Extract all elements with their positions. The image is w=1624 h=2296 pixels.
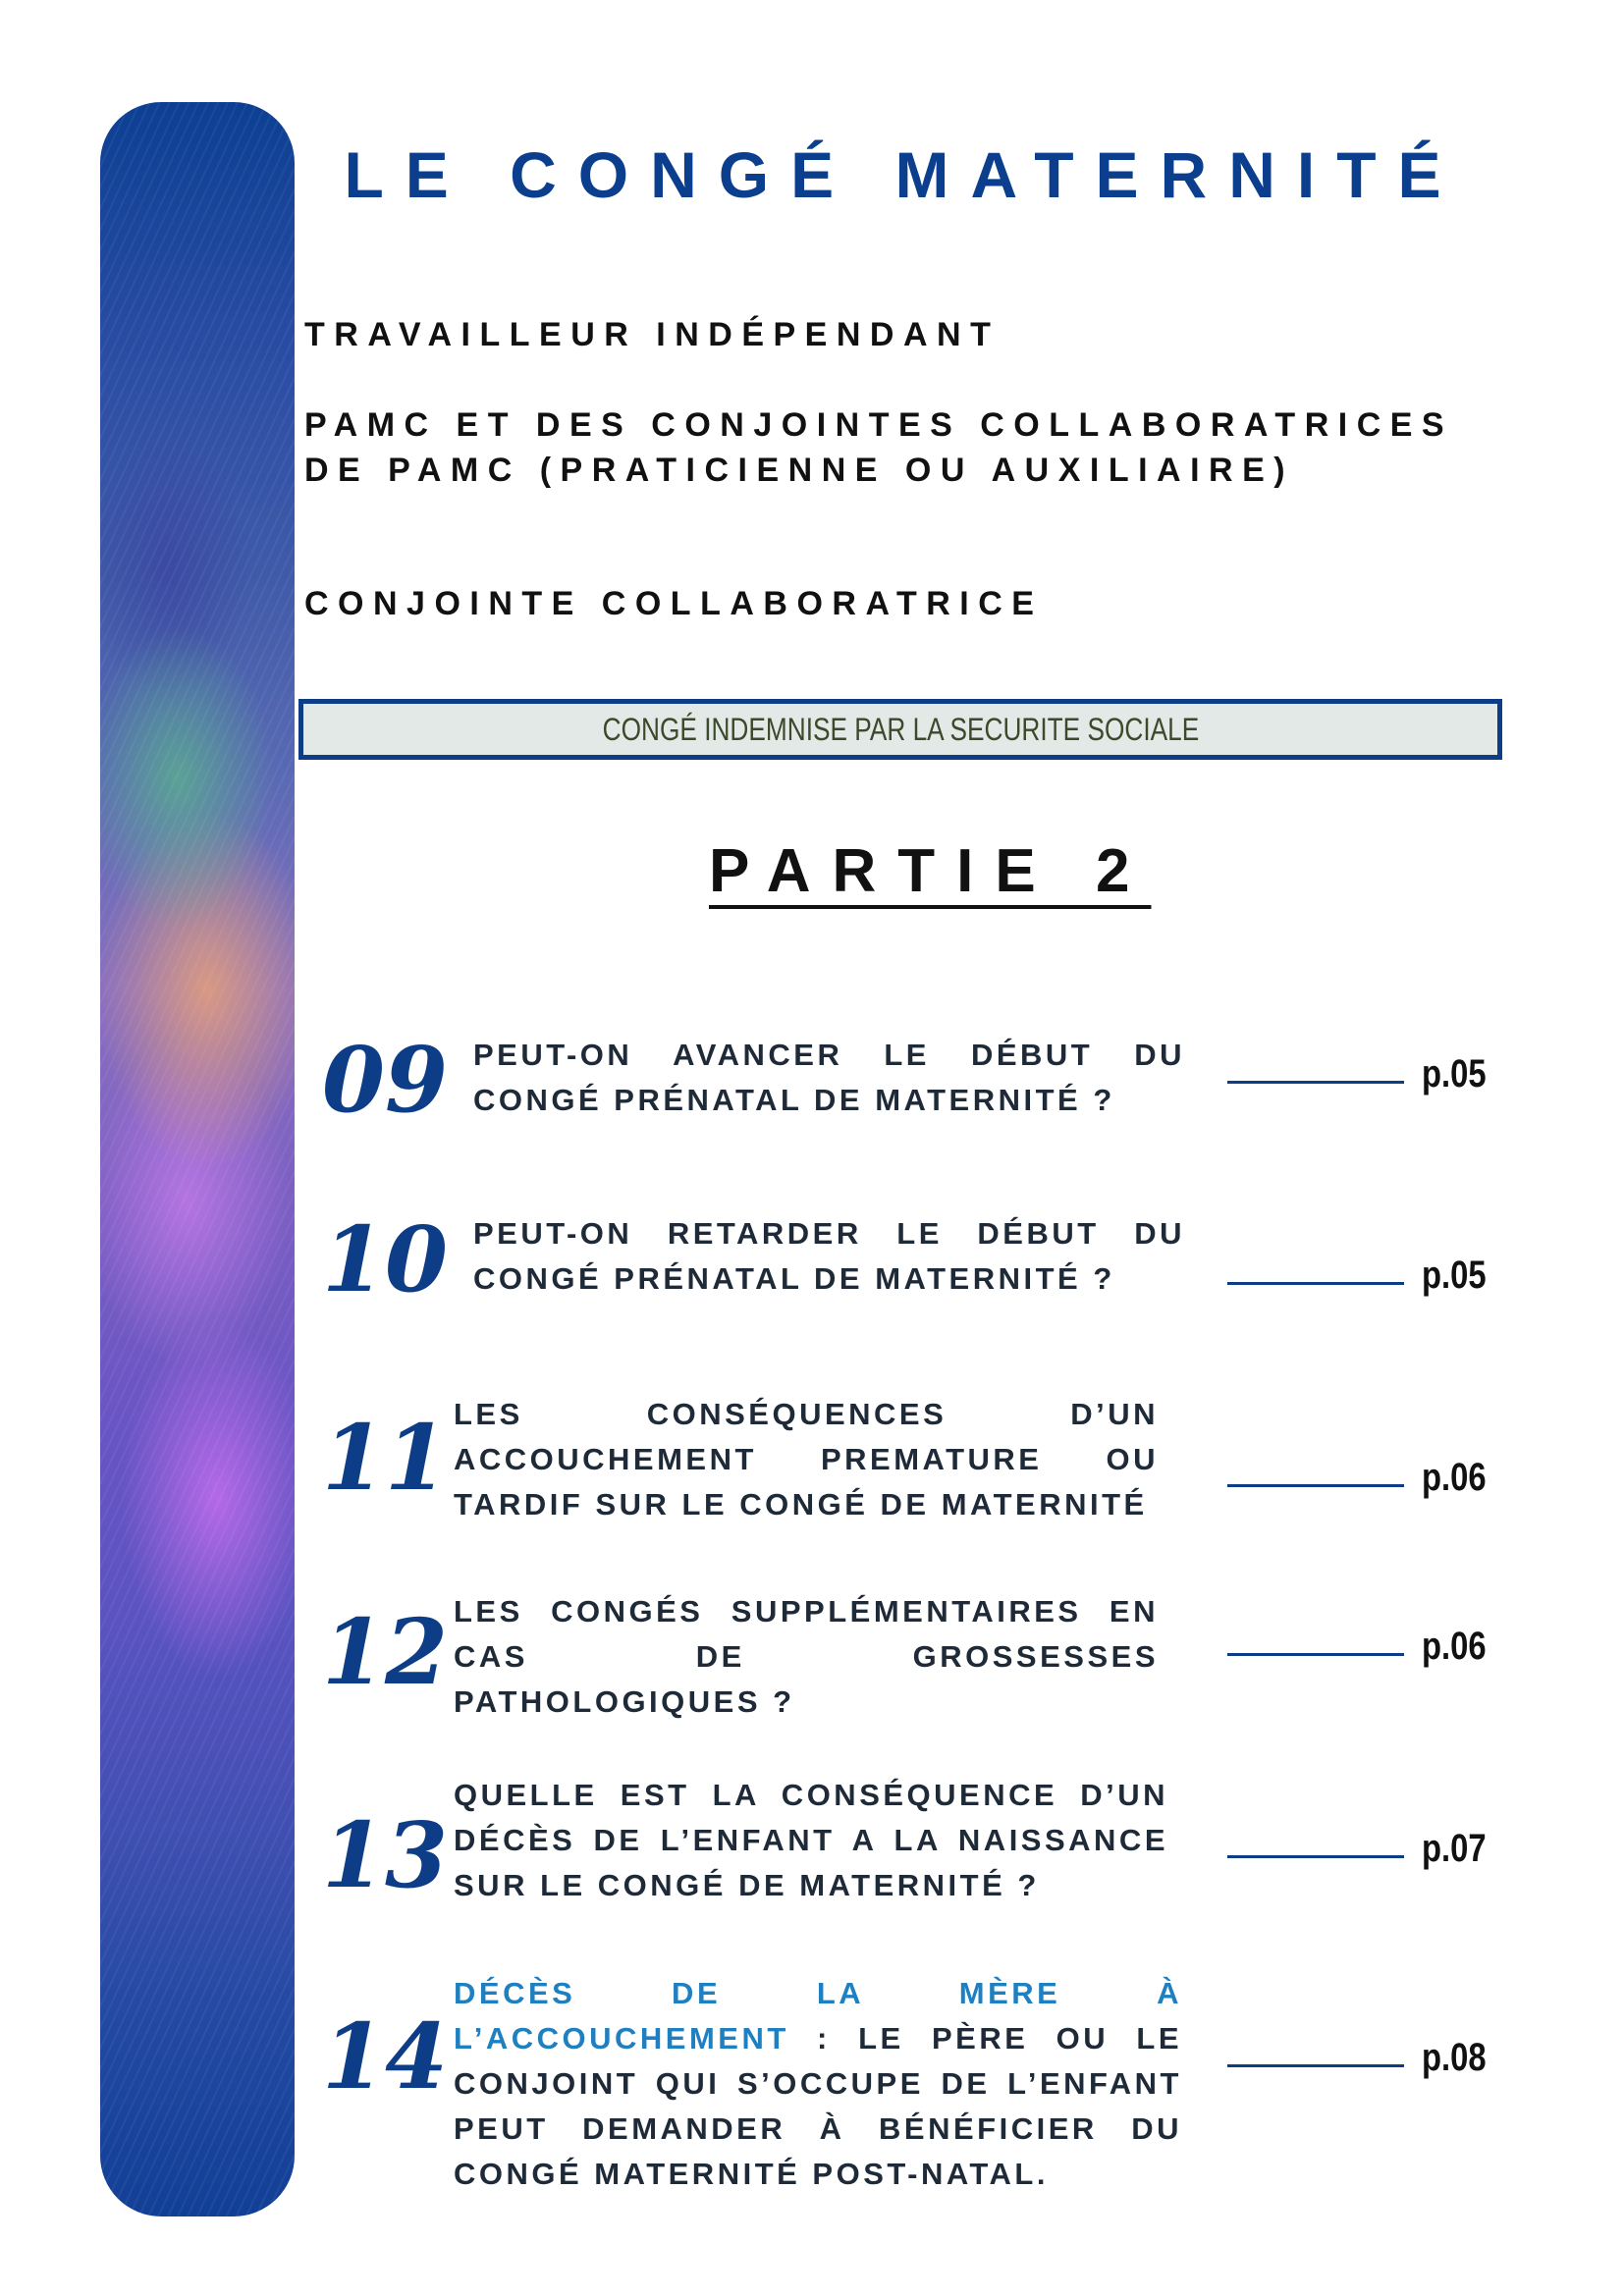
toc-page-number[interactable]: p.06 [1422, 1456, 1487, 1499]
indemnity-banner [298, 699, 1502, 760]
toc-page-number[interactable]: p.08 [1422, 2036, 1487, 2079]
toc-item-text[interactable]: QUELLE EST LA CONSÉQUENCE D’UN DÉCÈS DE L’ENFANT A LA NAISSANCE SUR LE CONGÉ DE MATERNITÉ ? [454, 1778, 1168, 1902]
toc-leader-line [1227, 1484, 1404, 1487]
toc-page-number[interactable]: p.05 [1422, 1254, 1487, 1297]
toc-leader-line [1227, 1282, 1404, 1285]
toc-item-text[interactable]: LES CONSÉQUENCES D’UN ACCOUCHEMENT PREMATURE OU TARDIF SUR LE CONGÉ DE MATERNITÉ [454, 1397, 1159, 1522]
toc-page-number[interactable]: p.06 [1422, 1625, 1487, 1668]
toc-item-text[interactable] [454, 1971, 1182, 2197]
toc-number: 11 [322, 1405, 449, 1511]
banner-text: CONGÉ INDEMNISE PAR LA SECURITE SOCIALE [602, 711, 1199, 747]
category-independent-worker: TRAVAILLEUR INDÉPENDANT [304, 316, 1001, 353]
decorative-side-band [100, 102, 295, 2216]
toc-item-text[interactable]: LES CONGÉS SUPPLÉMENTAIRES EN CAS DE GROSSESSES PATHOLOGIQUES ? [454, 1594, 1159, 1719]
section-heading: PARTIE 2 [709, 837, 1152, 905]
toc-page-number[interactable]: p.07 [1422, 1827, 1487, 1870]
category-pamc: PAMC ET DES CONJOINTES COLLABORATRICES DE PAMC (PRATICIENNE OU AUXILIAIRE) [304, 406, 1454, 489]
toc-number: 10 [322, 1206, 449, 1312]
toc-number: 12 [322, 1599, 449, 1705]
page-title: LE CONGÉ MATERNITÉ [344, 138, 1463, 211]
category-spouse-collaborator: CONJOINTE COLLABORATRICE [304, 585, 1044, 622]
toc-item-text[interactable]: PEUT-ON AVANCER LE DÉBUT DU CONGÉ PRÉNATAL DE MATERNITÉ ? [473, 1038, 1185, 1117]
toc-leader-line [1227, 1081, 1404, 1084]
toc-leader-line [1227, 2064, 1404, 2067]
toc-number: 09 [322, 1027, 449, 1133]
toc-leader-line [1227, 1653, 1404, 1656]
toc-number: 14 [322, 2003, 449, 2109]
toc-item-text[interactable]: PEUT-ON RETARDER LE DÉBUT DU CONGÉ PRÉNATAL DE MATERNITÉ ? [473, 1216, 1185, 1296]
toc-item-continuation: : LE PÈRE OU LE CONJOINT QUI S’OCCUPE DE L’ENFANT PEUT DEMANDER À BÉNÉFICIER DU CONGÉ MATERNITÉ POST-NATAL. [454, 2021, 1182, 2191]
toc-item-highlight: DÉCÈS DE LA MÈRE À L’ACCOUCHEMENT [454, 1976, 1182, 2056]
toc-leader-line [1227, 1855, 1404, 1858]
toc-page-number[interactable]: p.05 [1422, 1052, 1487, 1095]
toc-number: 13 [322, 1802, 449, 1908]
